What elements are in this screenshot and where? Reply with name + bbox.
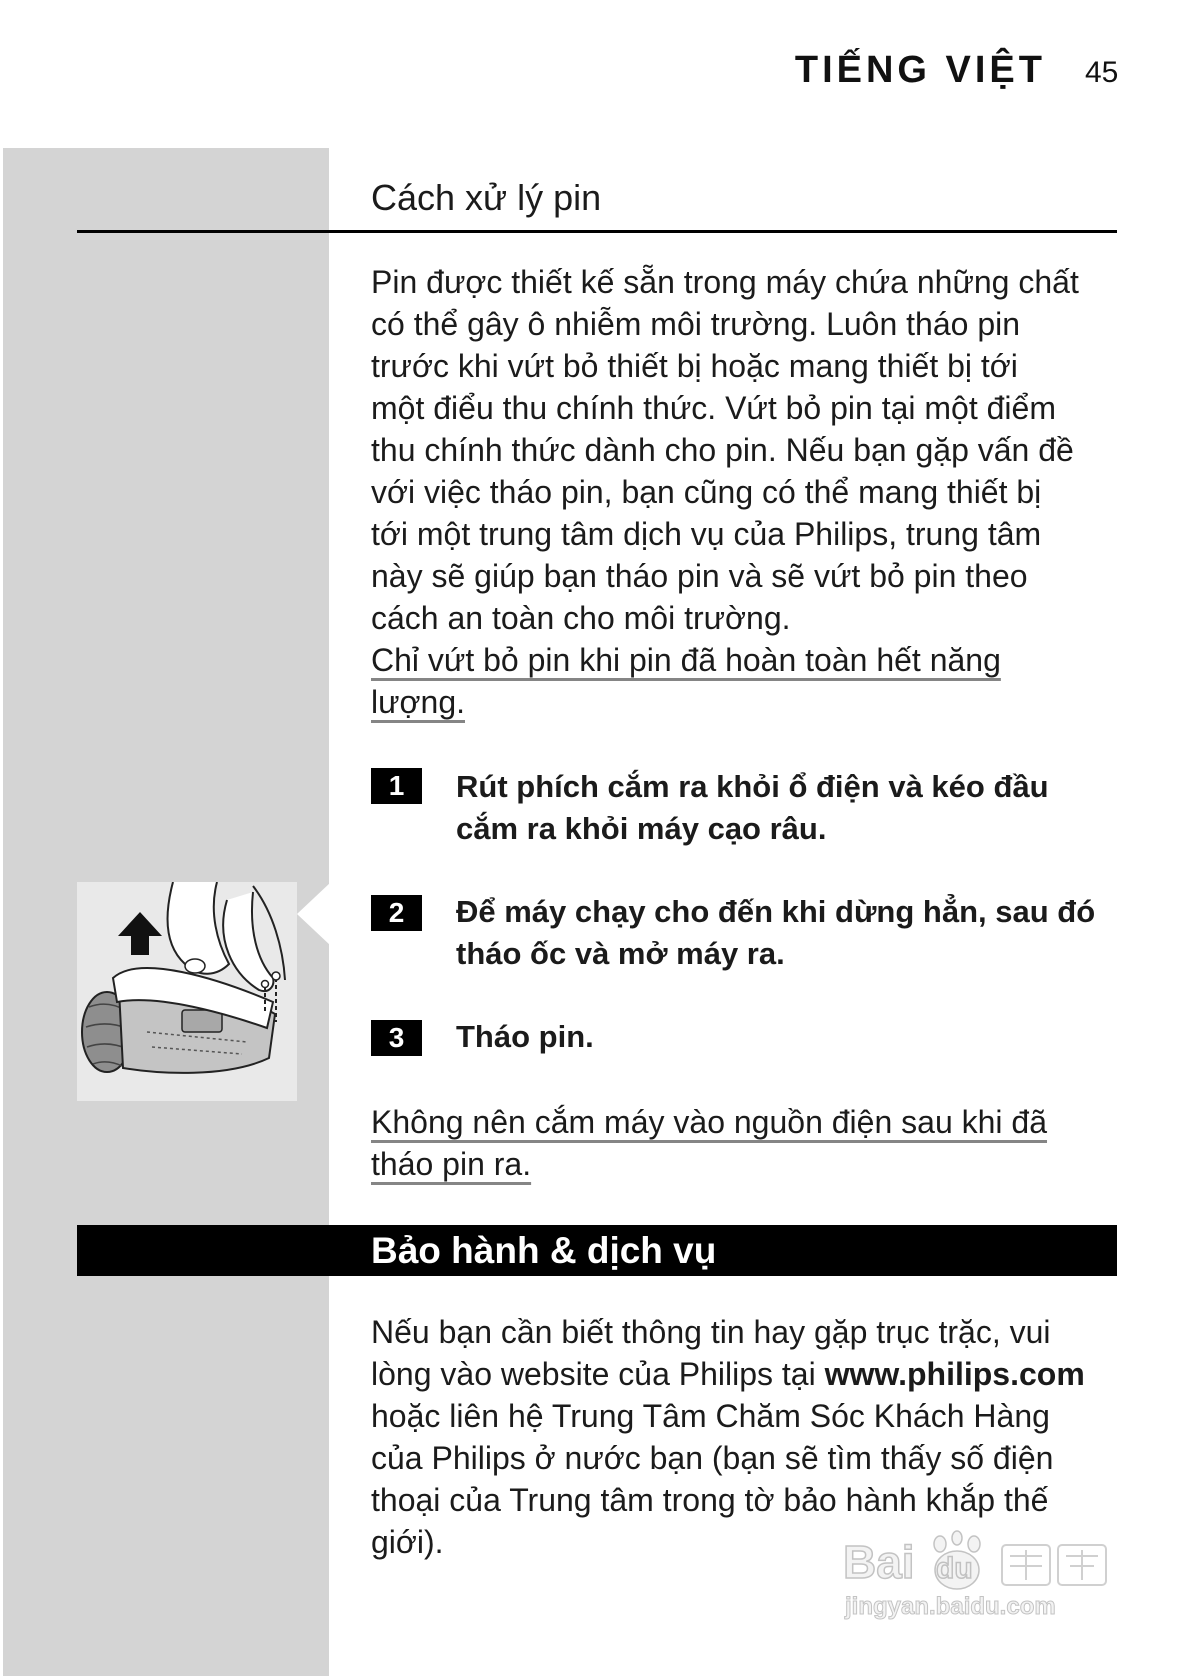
watermark-logo-right: du [936,1552,973,1585]
paragraph-line [371,1353,1085,1395]
paragraph-line: cách an toàn cho môi trường. [371,600,791,636]
paragraph-line: với việc tháo pin, bạn cũng có thể mang thiết bị [371,474,1042,510]
step-line: cắm ra khỏi máy cạo râu. [456,811,827,846]
paragraph-line: Nếu bạn cần biết thông tin hay gặp trục trặc, vui [371,1314,1051,1350]
note-text: Chỉ vứt bỏ pin khi pin đã hoàn toàn hết năng [371,642,1001,678]
step-line: Tháo pin. [456,1019,594,1054]
paragraph-line: Pin được thiết kế sẵn trong máy chứa những chất [371,264,1079,300]
paragraph-line: thu chính thức dành cho pin. Nếu bạn gặp vấn đề [371,432,1074,468]
disposal-paragraph [371,261,1079,723]
watermark-url: jingyan.baidu.com [845,1593,1056,1620]
note-line [371,639,1079,681]
warning-text: Không nên cắm máy vào nguồn điện sau khi đã [371,1104,1048,1140]
step-number-badge: 1 [371,768,422,804]
paragraph-line: trước khi vứt bỏ thiết bị hoặc mang thiết bị tới [371,348,1018,384]
step-line: tháo ốc và mở máy ra. [456,936,785,971]
paragraph-text: lòng vào website của Philips tại [371,1356,825,1392]
paragraph-line: hoặc liên hệ Trung Tâm Chăm Sóc Khách Hàng [371,1398,1050,1434]
paragraph-line: giới). [371,1524,444,1560]
up-arrow-icon [118,912,162,955]
step-2-text [456,891,1095,975]
watermark-logo-left: Bai [843,1536,915,1588]
section-divider [77,230,1117,233]
step-number-badge: 2 [371,895,422,931]
guarantee-paragraph [371,1311,1085,1563]
warning-line [371,1143,1047,1185]
warning-text: tháo pin ra. [371,1146,532,1182]
paragraph-line: của Philips ở nước bạn (bạn sẽ tìm thấy số điện [371,1440,1054,1476]
callout-pointer [297,882,331,946]
paragraph-line: có thể gây ô nhiễm môi trường. Luôn tháo pin [371,306,1021,342]
language-header: TIẾNG VIỆT [794,49,1046,91]
section-title-guarantee: Bảo hành & dịch vụ [371,1230,717,1271]
website-url: www.philips.com [824,1356,1085,1392]
watermark-cn-logo [1000,1542,1110,1588]
note-line [371,681,1079,723]
section-title-battery-disposal: Cách xử lý pin [371,177,602,218]
warning-note [371,1101,1047,1185]
step-1-text [456,766,1049,850]
paragraph-line: thoại của Trung tâm trong tờ bảo hành khắp thế [371,1482,1049,1518]
hand-opening-shaver-illustration [77,882,297,1101]
warning-line [371,1101,1047,1143]
shaver-illustration-panel [77,882,297,1101]
step-number-badge: 3 [371,1020,422,1056]
paragraph-line: này sẽ giúp bạn tháo pin và sẽ vứt bỏ pin theo [371,558,1028,594]
page-number: 45 [1085,56,1119,89]
section-banner-guarantee [77,1225,1117,1276]
step-line: Để máy chạy cho đến khi dừng hẳn, sau đó [456,894,1096,929]
paragraph-line: tới một trung tâm dịch vụ của Philips, trung tâm [371,516,1042,552]
note-text: lượng. [371,684,465,720]
paragraph-line: một điểu thu chính thức. Vứt bỏ pin tại một điểm [371,390,1056,426]
step-3-text [456,1016,594,1058]
step-line: Rút phích cắm ra khỏi ổ điện và kéo đầu [456,769,1049,804]
